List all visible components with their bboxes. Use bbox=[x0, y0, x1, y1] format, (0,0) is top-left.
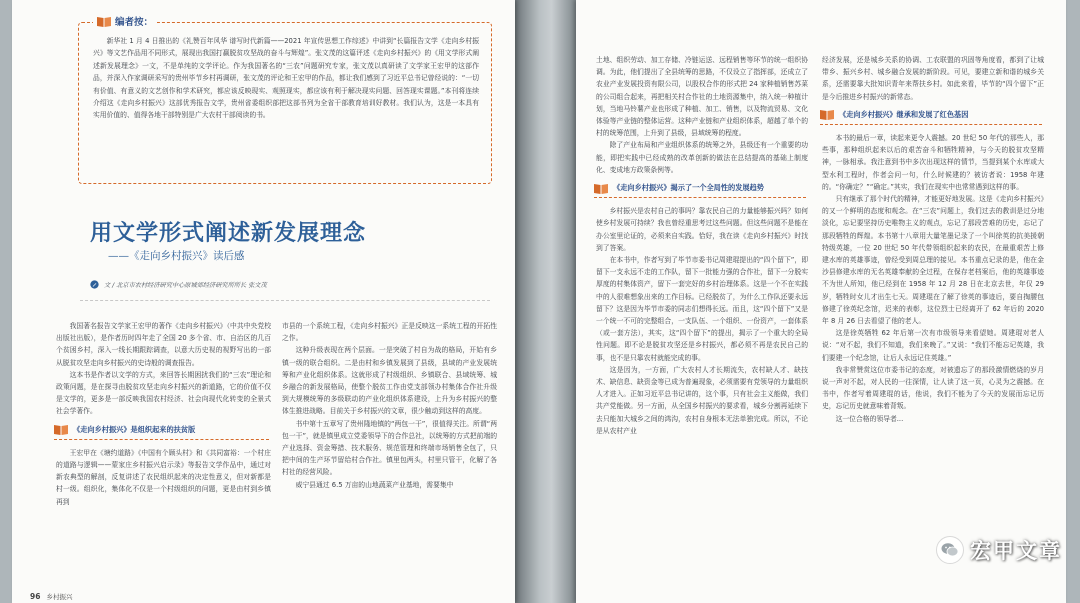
paragraph: 只有继承了那个时代的精神，才能更好地发展。这是《走向乡村振兴》的又一个鲜明的态度和观念。在“三农”问题上，我们过去的教训是过分地淡化，忘记要坚持历史唯物主义的观点，忘记了那段苦难的历史，忘记了那段牺牲的辉煌。本书第十八章用大量笔墨记录了一个叫徐英的抗美援朝特级英雄，一位 20 世纪 50 年代带领组织起来的农民，在最重艰苦上修建水库的英雄事迹，曾经受到周总理的接见。本书重点记录的是，他在金沙县修建水库的无名英雄奉献的全过程，在保存老档案后，他的英雄事迹不为世人所知，他已经到在 1958 年 12 月 28 日在北京去世，年仅 29 岁，牺牲时女儿才出生七天。周建琨在了解了徐英的事迹后，要自掏腰包修建了徐英纪念馆，迟来的表彰，这位烈士已经离开了 62 年后的 2020 年 8 月 26 日去看望了他的老人。 bbox=[822, 195, 1044, 326]
paragraph: 本书的最后一章，读起来更令人震撼。20 世纪 50 年代的那些人，那些事，那种组织起来以后的艰苦奋斗和牺牲精神，与今天的脱贫攻坚精神，一脉相承。我注意到书中多次出现这样的情节，当提到某个水库或大型水利工程时，作者会问一句，什么时候建的？被访者说：1958 年建的。“你确定？”“确定。”其实，我们在现实中也常常遇到这样的事。 bbox=[822, 134, 1044, 191]
section-heading-text: 《走向乡村振兴》揭示了一个全局性的发展趋势 bbox=[613, 183, 764, 193]
watermark-text: 宏甲文章 bbox=[970, 539, 1062, 563]
book-icon bbox=[54, 424, 68, 435]
paragraph: 这一位合格的领导者... bbox=[835, 414, 904, 423]
right-column-1 bbox=[596, 54, 808, 437]
article-title: 用文学形式阐述新发展理念 bbox=[90, 220, 367, 246]
byline bbox=[90, 280, 267, 289]
paragraph: 土地、组织劳动、加工存储、冷链运送、远程销售等环节的统一组织协调。为此，他们提出了全县统筹的思路，不仅设立了指挥部，还成立了农业产业发展投资有限公司，以股权合作的形式把 24 家种植销售苏菜的公司组合起来，再把相关村合作社的土地资源集中，纳入统一种植计划，当地马铃薯产业也形成了种植、加工、销售，以及物流贸易、文化体验等产业链的整体运营。这种产业链和产业组织体系，超越了单个的村的统筹范围，上升到了县级，县域统筹的程度。 bbox=[596, 56, 808, 138]
paragraph: 在本书中，作者写到了毕节市委书记周建琨提出的“四个留下”，即留下一支永远不走的工作队，留下一批能力强的合作社，留下一分脱实厚度的村集体资产，留下一套完好的乡村治理体系。这是一个不在实践中的人很难想象出来的工作目标。已经脱贫了，为什么工作队还要永远留下？这是因为毕节市委的同志们想得长远。而且，这“四个留下”又是一个统一不可的完整组合，一支队伍、一个组织、一份资产，一套体系（或一套方法），其实，这“四个留下”的提出，揭示了一个重大的全局性问题。即不论是脱贫攻坚还是乡村振兴，都必须不再是农民自己的事，也不是只靠农村就能完成的事。 bbox=[596, 256, 808, 362]
editor-note-box bbox=[78, 17, 492, 184]
paragraph: 书中第十五章写了贵州隆地镇的“两包一干”，很值得关注。所谓“两包一干”，就是镇里成立党委领导下的合作总社，以统筹的方式把前端的产业选择、资金筹措、技术服务、规范管理和终端市场销售全包了，只把中间的生产环节留给村合作社。镇里包两头，村里只管干，化解了各村社的经营风险。 bbox=[282, 419, 497, 477]
right-column-2 bbox=[822, 54, 1044, 425]
book-icon bbox=[820, 109, 834, 120]
editor-note-tag bbox=[93, 14, 157, 28]
right-page bbox=[576, 0, 1066, 603]
left-column-1 bbox=[56, 320, 271, 508]
watermark bbox=[936, 535, 1062, 565]
pen-icon bbox=[90, 280, 99, 289]
book-icon bbox=[97, 16, 111, 27]
page-footer bbox=[30, 592, 72, 601]
editor-note-text: 新华社 1 月 4 日推出的《礼赞百年风华 谱写时代新篇——2021 年宣传思想工作综述》中讲到“长篇报告文学《走向乡村振兴》等文艺作品用不同形式，展现出我国打赢脱贫攻坚战的奋斗与辉煌”。张文茂的这篇评述《走向乡村振兴》的《用文学形式阐述新发展理念》一文，不是单纯的文学评论。作为我国著名的“三农”问题研究专家，张文茂以真研读了文学家王宏甲的这部作品，并深入作家调研采写的贵州毕节乡村再调研，张文茂的评论和王宏甲的作品，都让我们感到了习近平总书记曾经说的：“一切有价值、有意义的文艺创作和学术研究，都应该反映现实、观照现实，都应该有利于解决现实问题、回答现实课题。”本刊将连续介绍这《走向乡村振兴》这部优秀报告文学，贵州省委组织部把这部书列为全省干部教育培训好教材。我们认为，这是一本具有实用价值的、值得各地干部特别是广大农村干部阅读的书。 bbox=[93, 37, 479, 120]
byline-divider bbox=[80, 300, 490, 301]
wechat-icon bbox=[936, 536, 964, 564]
section-heading bbox=[54, 424, 269, 440]
section-heading-text: 《走向乡村振兴》继承和发展了红色基因 bbox=[839, 109, 969, 119]
section-heading-text: 《走向乡村振兴》是组织起来的扶贫版 bbox=[73, 424, 196, 434]
section-heading bbox=[594, 182, 806, 198]
paragraph: 除了产业布局和产业组织体系的统筹之外，县级还有一个重要的功能，即把实践中已经成熟的改革创新的做法在总结提高的基础上制度化、变成地方政策条例等。 bbox=[596, 141, 808, 174]
book-icon bbox=[594, 183, 608, 194]
publication-name: 乡村振兴 bbox=[46, 593, 73, 601]
page-number: 96 bbox=[30, 592, 41, 601]
paragraph: 这种升级表现在两个层面。一是突破了村自为战的格局，开始有乡镇一级的联合组织。二是由村和乡镇发展到了县级，县域的产业发展统筹和产业化组织体系。这就形成了村级组织、乡镇联合、县域统筹、城乡融合的新发展格局，使整个脱贫工作由党支部领办村集体合作社升级到大规模统筹的多级联动的产业化组织体系建设，上升为乡村振兴的整体生推进战略。目前关于乡村振兴的文章，很少触动到这样的高度。 bbox=[282, 346, 497, 416]
byline-text: 文 / 北京市农村经济研究中心原城郊经济研究所所长 张文茂 bbox=[104, 282, 267, 289]
paragraph: 我国著名报告文学家王宏甲的著作《走向乡村振兴》（中共中央党校出版社出版），是作者历时四年走了全国 20 多个省、市、自治区的几百个贫困乡村，深入一线长期跟踪调查，以意大历史视的视野写出的一部从脱贫攻坚走向乡村振兴的史诗般的调查报告。 bbox=[56, 322, 271, 367]
paragraph: 王宏甲在《塘约道路》《中国有个顾头村》和《共同富裕：一个村庄的道路与逻辑——蒙家庄乡村振兴启示录》等报告文学作品中，通过对新农典型的解剖，反复讲述了农民组织起来的决定性意义，但对新都是村一级。组织化，集体化不仅是一个村级组织的问题，更是由村到乡镇再到 bbox=[56, 448, 271, 506]
paragraph: 我非常赞赏这位市委书记的态度，对被遗忘了的那段激情燃烧的岁月说一声对不起，对人民的一往深情，让人读了这一页，心灵为之震撼。在书中，作者写着周建琨的话，他说，我们不能为了今天的发展而忘记历史，忘记历史就意味着背叛。 bbox=[822, 365, 1044, 411]
spine-shadow bbox=[515, 0, 576, 603]
paragraph: 威宁县通过 6.5 万亩的山地蔬菜产业基地，需要集中 bbox=[295, 480, 454, 489]
left-page bbox=[12, 0, 515, 603]
paragraph: 这是因为，一方面，广大农村人才长期流失，农村缺人才、缺技术、缺信息、缺资金等已成为普遍现象，必须需要有党领导的力量组织人才进入。正如习近平总书记讲的，这个事，只有社会主义能做，我们共产党能做。另一方面，从全国乡村振兴的要求看，城乡分割再延续下去只能加大城乡之间的鸿沟，农村自身根本无法单独完成。所以，不论是从农村产业 bbox=[596, 365, 808, 435]
paragraph: 这本书是作者以文学的方式，来回答长期困扰我们的“三农”理论和政策问题，是在探寻由脱贫攻坚走向乡村振兴的新道路，它的价值不仅是文学的，更多是一部反映我国农村经济、社会向现代化转变的全景式社会学著作。 bbox=[56, 370, 271, 416]
paragraph: 市县的一个系统工程，《走向乡村振兴》正是反映这一系统工程的开拓性之作。 bbox=[282, 322, 497, 343]
left-column-2 bbox=[282, 320, 497, 491]
editor-note-label: 编者按： bbox=[115, 17, 154, 28]
paragraph: 乡村振兴是农村自己的事吗？靠农民自己的力量能够振兴吗？如何使乡村发展可持续？我也曾经重思考过这些问题。但这些问题不是能在办公室里论证的，必须来自实践。恰好，我在读《走向乡村振兴》时找到了答案。 bbox=[596, 207, 808, 252]
section-heading bbox=[820, 109, 1042, 125]
paragraph: 这是徐英牺牲 62 年后第一次有市级领导来看望她。周建琨对老人说：“对不起，我们不知道，我们来晚了。”又说：“我们不能忘记英雄，我们要建一个纪念馆，让后人永远记住英雄。” bbox=[822, 329, 1044, 362]
paragraph: 经济发展，还是城乡关系的协调、工农联盟的巩固等角度看，都到了让城带乡、振兴乡村、城乡融合发展的新阶段。可见，要建立新和谐的城乡关系，还需要靠大批知识青年来帮扶乡村。如此来看，毕节的“四个留下”正是今后推进乡村振兴的新常态。 bbox=[822, 56, 1044, 101]
article-subtitle: ——《走向乡村振兴》读后感 bbox=[108, 250, 245, 262]
